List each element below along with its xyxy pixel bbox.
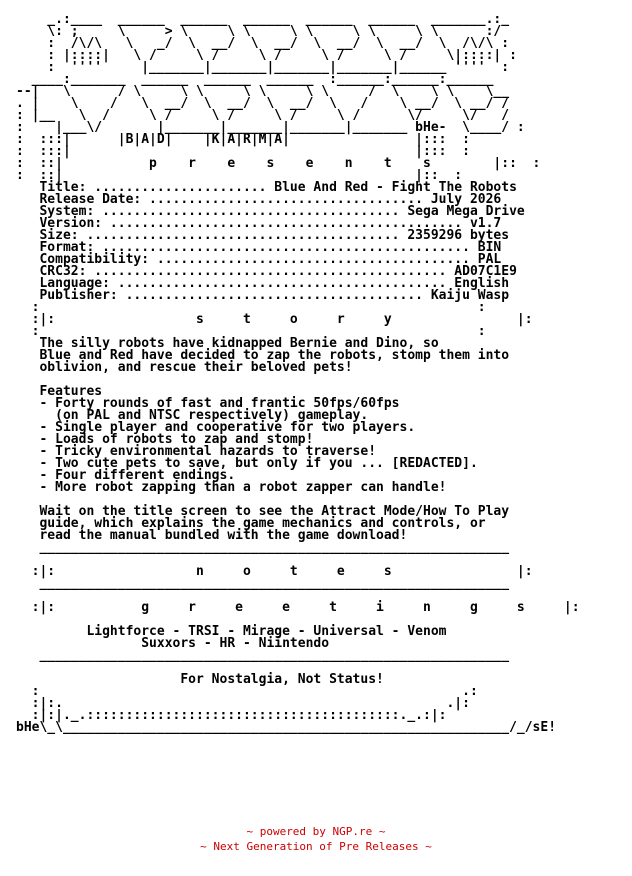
nfo-line: . | \ / \ __/ \ __/ \ __/ \ / \ __/ \ __/ / bbox=[16, 96, 510, 111]
nfo-line: :|: s t o r y |: bbox=[16, 312, 533, 327]
nfo-line: Suxxors - HR - Niintendo bbox=[16, 636, 330, 651]
nfo-text-block bbox=[16, 14, 580, 734]
nfo-line: Compatibility: ........................................ PAL bbox=[16, 252, 502, 267]
nfo-line: oblivion, and rescue their beloved pets! bbox=[16, 360, 353, 375]
nfo-line: Title: ...................... Blue And Red - Fight The Robots bbox=[16, 180, 517, 195]
nfo-line: :|:|._.::::::::::::::::::::::::::::::::::::::::._.:|: bbox=[16, 708, 447, 723]
nfo-line: The silly robots have kidnapped Bernie and Dino, so bbox=[16, 336, 439, 351]
nfo-line: : : bbox=[16, 300, 486, 315]
nfo-line: guide, which explains the game mechanics and controls, or bbox=[16, 516, 486, 531]
nfo-line: - More robot zapping than a robot zapper can handle! bbox=[16, 480, 447, 495]
nfo-line: bHe\_\_________________________________________________________/_/sE! bbox=[16, 720, 557, 735]
nfo-line: : .: bbox=[16, 684, 478, 699]
nfo-line: - Two cute pets to save, but only if you ... [REDACTED]. bbox=[16, 456, 478, 471]
nfo-line: ____________________________________________________________ bbox=[16, 540, 510, 555]
nfo-line: : :::| |::: : bbox=[16, 144, 470, 159]
nfo-line: - Single player and cooperative for two players. bbox=[16, 420, 416, 435]
nfo-line: : /\/\ \ _/ \ __/ \ __/ \ __/ \ __/ \ /\/\ : bbox=[16, 36, 525, 51]
nfo-line: (on PAL and NTSC respectively) gameplay. bbox=[16, 408, 369, 423]
nfo-line: System: ...................................... Sega Mega Drive bbox=[16, 204, 525, 219]
nfo-line: Size: ........................................ 2359296 bytes bbox=[16, 228, 510, 243]
nfo-line: ____________________________________________________________ bbox=[16, 648, 510, 663]
nfo-line: : :::| |B|A|D| |K|A|R|M|A| |::: : bbox=[16, 132, 470, 147]
nfo-line: : ::| p r e s e n t s |:: : bbox=[16, 156, 541, 171]
nfo-line: \: ; \ > \ \ \ \ \ \ \ \ \ :/ bbox=[16, 24, 510, 39]
nfo-line: : |::::| \ / \ / \ / \ / \ / \|::::| : bbox=[16, 48, 533, 63]
nfo-line: Publisher: ...................................... Kaiju Wasp bbox=[16, 288, 510, 303]
nfo-line: For Nostalgia, Not Status! bbox=[16, 672, 384, 687]
nfo-line: - Four different endings. bbox=[16, 468, 236, 483]
nfo-line: - Loads of robots to zap and stomp! bbox=[16, 432, 314, 447]
nfo-line: : '''' |_______|_______|_______|_______|______ '''' : bbox=[16, 60, 525, 75]
nfo-line: : ::| |:: : bbox=[16, 168, 463, 183]
nfo-line: :|:. .|: bbox=[16, 696, 470, 711]
nfo-line: --| \ / \ \ \ \ \ \ \ / \ \ \ \__ bbox=[16, 84, 510, 99]
nfo-line: Features bbox=[16, 384, 103, 399]
footer-powered-by: ~ powered by NGP.re ~ bbox=[246, 825, 386, 838]
nfo-line: read the manual bundled with the game download! bbox=[16, 528, 408, 543]
nfo-line: - Forty rounds of fast and frantic 50fps/60fps bbox=[16, 396, 400, 411]
nfo-line: ____________________________________________________________ bbox=[16, 576, 510, 591]
nfo-line: ____:_______ ______ ______ ______ :______:______:______ bbox=[16, 72, 502, 87]
nfo-line: _.:____ ______ ______ ______ ______ ______ _______.:_ bbox=[16, 12, 510, 27]
nfo-line: : : bbox=[16, 324, 486, 339]
nfo-line: Version: ............................................. v1.7 bbox=[16, 216, 502, 231]
nfo-line: Wait on the title screen to see the Attract Mode/How To Play bbox=[16, 504, 510, 519]
nfo-line: Format: ............................................... BIN bbox=[16, 240, 502, 255]
nfo-line: :|: g r e e t i n g s |: bbox=[16, 600, 580, 615]
nfo-line: Blue and Red have decided to zap the robots, stomp them into bbox=[16, 348, 510, 363]
nfo-line: Release Date: ................................... July 2026 bbox=[16, 192, 502, 207]
nfo-line: : |__ \ / \ / \ / \ / \ / \/ \/ / bbox=[16, 108, 510, 123]
footer-tagline: ~ Next Generation of Pre Releases ~ bbox=[200, 840, 432, 853]
nfo-line: CRC32: ............................................. AD07C1E9 bbox=[16, 264, 517, 279]
nfo-line: :|: n o t e s |: bbox=[16, 564, 533, 579]
nfo-line: : |___\/ |_______|_______|_______|_______ bHe- \____/ : bbox=[16, 120, 525, 135]
nfo-line: Lightforce - TRSI - Mirage - Universal - Venom bbox=[16, 624, 447, 639]
nfo-line: Language: .......................................... English bbox=[16, 276, 510, 291]
nfo-line: - Tricky environmental hazards to traverse! bbox=[16, 444, 377, 459]
